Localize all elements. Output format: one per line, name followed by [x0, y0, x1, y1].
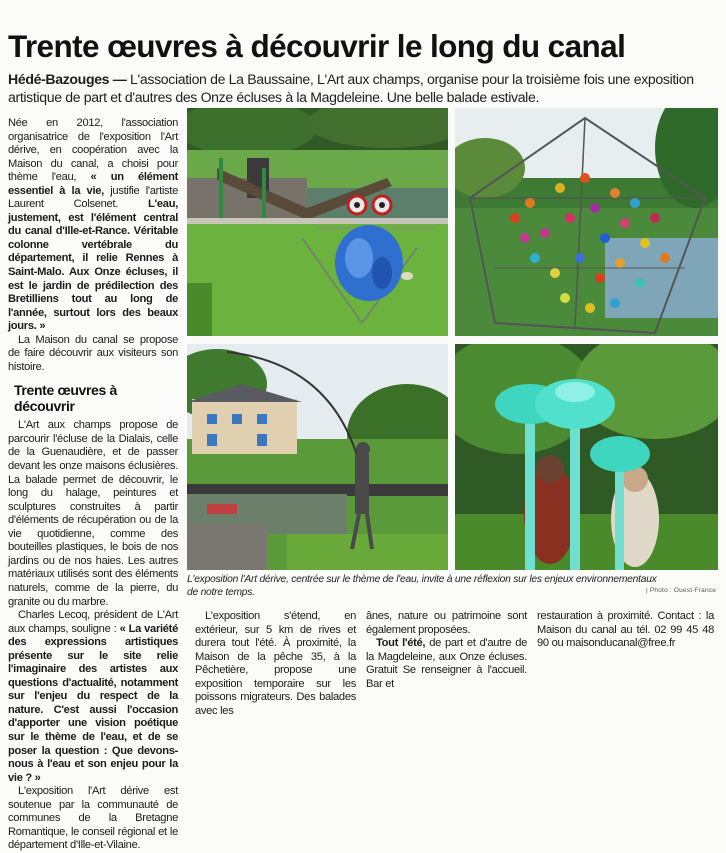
column-4 [537, 610, 714, 651]
column-3 [366, 610, 527, 691]
col3-paragraph-1: ânes, nature ou patrimoine sont également proposées. [366, 610, 527, 636]
col1-paragraph-1: Née en 2012, l'association organisatrice de l'exposition l'Art dérive, en coopération avec la Maison du canal, a choisi pour thème l'eau, « un élément essentiel à la vie, justifie l'artiste Laurent Colsenet. L'eau, justement, est l'élément central du canal d'Ille-et-Rance. Véritable colonne vertébrale du département, il relie Rennes à Saint-Malo. Aux Onze écluses, il est le jardin de prédilection des Bretilliens tout au long de l'année, surtout lors des beaux jours. » [8, 117, 179, 333]
photo-colored-drops [455, 108, 718, 336]
lead-text: L'association de La Baussaine, L'Art aux champs, organise pour la troisième fois une exposition artistique de part et d'autres des Onze écluses à la Magdeleine. Une belle balade estivale. [8, 71, 694, 105]
col4-paragraph: restauration à proximité. Contact : la Maison du canal au tél. 02 99 45 48 90 ou maisonducanal@free.fr [537, 610, 714, 650]
col2-paragraph: L'exposition s'étend, en extérieur, sur 5 km de rives et durera tout l'été. À proximité, la Maison de la pêche 35, à la Pêchetière, propose une exposition temporaire sur les poissons migrateurs. Des balades avec les [195, 610, 356, 717]
col1-paragraph-2: La Maison du canal se propose de faire découvrir aux visiteurs son histoire. [8, 333, 178, 373]
col1-paragraph-5: L'exposition l'Art dérive est soutenue par la communauté de communes de la Bretagne Romantique, le conseil régional et le département d'Ille-et-Vilaine. [8, 785, 178, 852]
photo-bottle-trees [455, 344, 718, 570]
photo-credit: | Photo : Ouest-France [646, 587, 717, 594]
col1-paragraph-4: Charles Lecoq, président de L'Art aux champs, souligne : « La variété des expressions artistiques présente sur le site relie l'imaginaire des artistes aux questions d'actualité, notamment sur l'enjeu du respect de la nature. C'est aussi l'occasion d'apporter une vision poétique sur le thème de l'eau, et de se poser la question : Que devons-nous à l'eau et son enjeu pour la vie ? » [8, 609, 178, 784]
lead-location: Hédé-Bazouges — [8, 71, 127, 87]
headline: Trente œuvres à découvrir le long du canal [8, 28, 626, 64]
subheading: Trente œuvres à découvrir [14, 382, 117, 415]
column-2 [195, 610, 356, 718]
photo-lock-house [187, 344, 448, 570]
col3-paragraph-2: Tout l'été, de part et d'autre de la Magdeleine, aux Onze écluses. Gratuit Se renseigner à l'accueil. Bar et [366, 637, 527, 690]
photo-caption: L'exposition l'Art dérive, centrée sur le thème de l'eau, invite à une réflexion sur les enjeux environnementaux de notre temps. [187, 574, 657, 598]
col1-paragraph-3: L'Art aux champs propose de parcourir l'écluse de la Dialais, celle de la Guenaudière, et de passer devant les onze maisons éclusières. La balade permet de découvrir, le long du halage, peintures et sculptures construites à partir d'éléments de récupération ou de la vie quotidienne, comme des bouteilles plastiques, le bois de nos jardins ou de nos haies. Les autres matériaux utilisés sont des éléments naturels, comme de la pierre, du granite ou du marbre. [8, 419, 178, 608]
lead-paragraph [8, 71, 720, 106]
column-1 [8, 117, 178, 853]
photo-lock-sculpture [187, 108, 448, 336]
